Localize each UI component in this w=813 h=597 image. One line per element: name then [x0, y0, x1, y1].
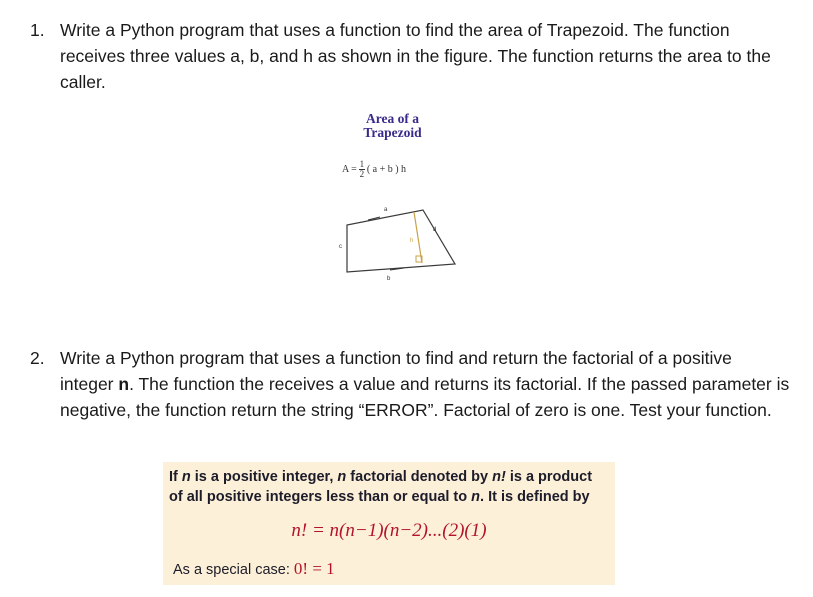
q2-n-bold: n	[118, 374, 130, 394]
label-a: a	[384, 207, 388, 213]
question-2	[30, 345, 790, 423]
formula-left: A =	[342, 164, 357, 175]
label-b: b	[387, 276, 391, 282]
factorial-formula: n! = n(n−1)(n−2)...(2)(1)	[291, 520, 487, 541]
formula-numerator: 1	[359, 159, 365, 169]
special-case-label: As a special case:	[173, 562, 294, 578]
question-2-number: 2.	[30, 348, 45, 368]
question-1-text: Write a Python program that uses a function to find the area of Trapezoid. The function receives three values a, b, and h as shown in the figure. The function returns the area to the caller.	[60, 20, 771, 92]
figure-title-line2: Trapezoid	[363, 125, 422, 140]
trapezoid-diagram	[330, 112, 470, 287]
trapezoid-figure	[330, 112, 470, 287]
factorial-definition-text: If n is a positive integer, n factorial denoted by n! is a product of all positive integers less than or equal to n. It is defined by	[169, 469, 593, 505]
label-c: c	[339, 244, 342, 250]
special-case-value: 0! = 1	[293, 559, 335, 578]
q2-text-part1: Write a Python program that uses a function to find and return the factorial of a positive integer	[60, 348, 732, 394]
formula-denominator: 2	[359, 169, 365, 179]
q2-text-part2: . The function the receives a value and returns its factorial. If the passed parameter is negative, the function return the string “ERROR”. Factorial of zero is one. Test your function.	[60, 374, 790, 420]
question-1	[30, 17, 790, 95]
label-d: d	[433, 227, 437, 233]
trapezoid-shape	[347, 210, 455, 272]
question-1-number: 1.	[30, 20, 45, 40]
figure-title-line1: Area of a	[366, 111, 419, 126]
factorial-definition-box	[163, 462, 615, 585]
height-line	[414, 212, 422, 263]
special-case	[173, 559, 335, 579]
formula-right: ( a + b ) h	[366, 164, 407, 175]
label-h: h	[410, 238, 414, 244]
question-2-text	[60, 345, 790, 423]
